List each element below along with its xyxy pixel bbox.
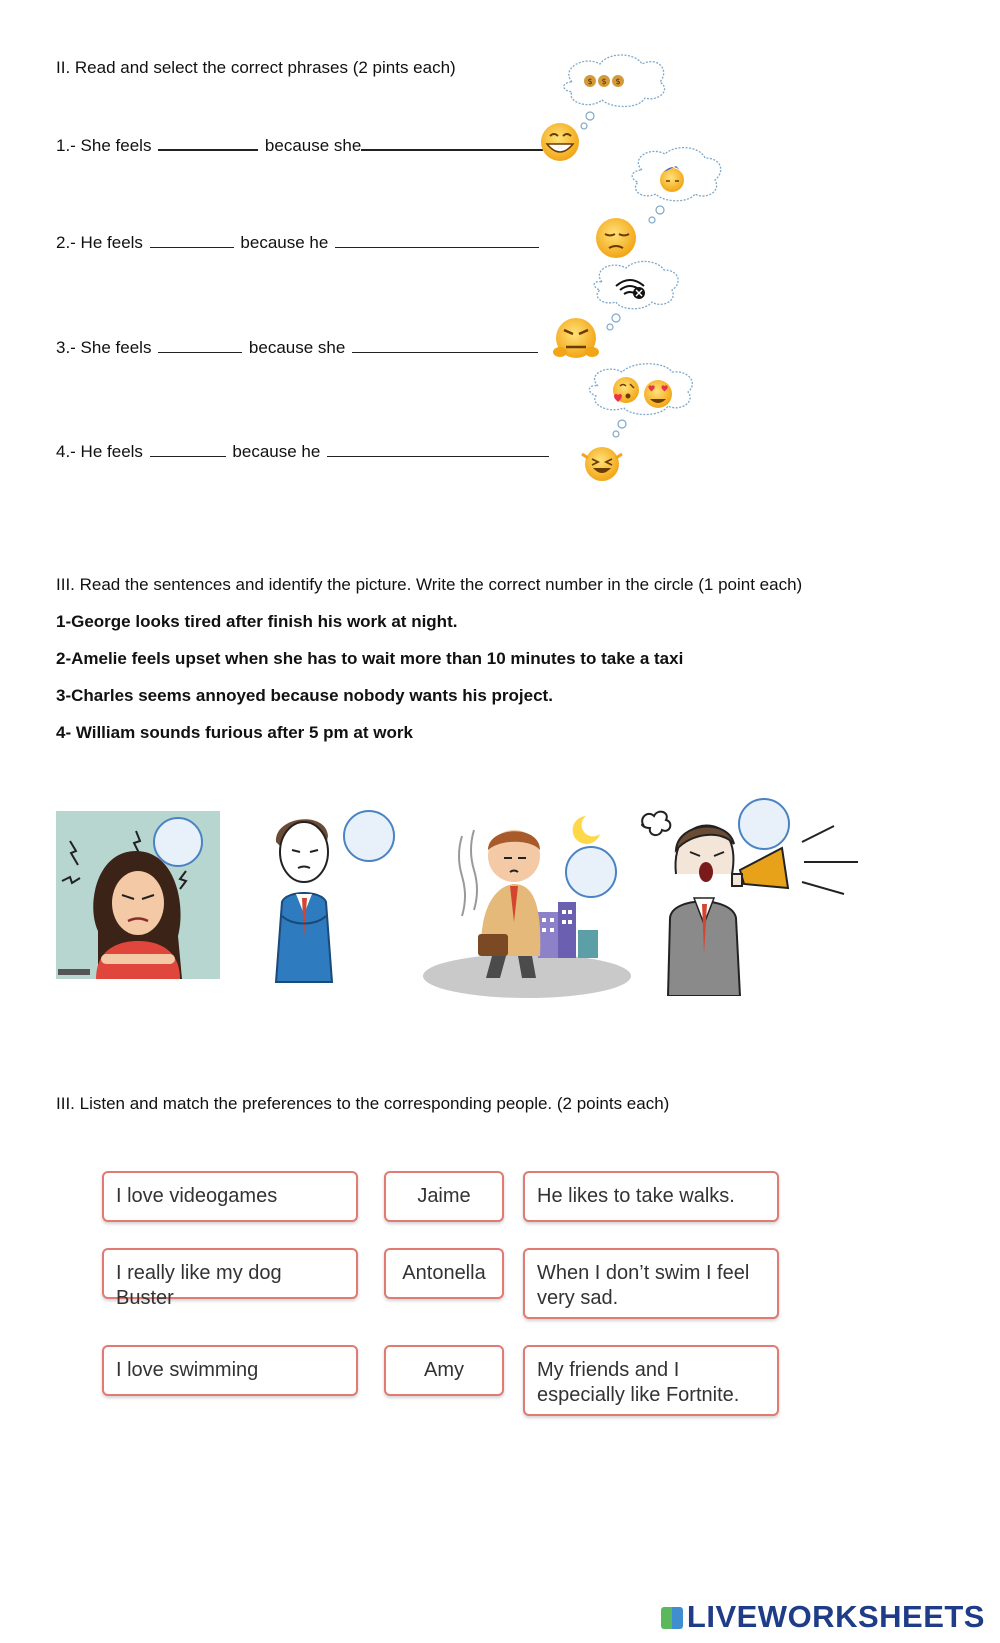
person-card-amy[interactable]	[384, 1345, 504, 1396]
description-card-3[interactable]	[523, 1345, 779, 1416]
laughing-face-icon	[582, 447, 622, 481]
sentence-row-3	[56, 338, 540, 358]
money-bags-icon	[584, 75, 624, 87]
row3-because: because she	[248, 338, 346, 357]
preference-card-2[interactable]	[102, 1248, 358, 1309]
logo-mark-icon	[661, 1607, 683, 1629]
svg-text:$: $	[601, 77, 607, 86]
row1-because: because she	[264, 136, 362, 155]
logo-text: LIVEWORKSHEETS	[686, 1599, 985, 1634]
description-card-1[interactable]	[523, 1171, 779, 1222]
section4-title: III. Listen and match the preferences to the corresponding people. (2 points each)	[56, 1094, 670, 1113]
answer-circle-4[interactable]	[738, 798, 790, 850]
thought-cloud-4	[589, 364, 692, 437]
description-3-line-1: My friends and I	[537, 1359, 680, 1381]
row2-start: 2.- He feels	[56, 233, 143, 252]
preference-card-1[interactable]	[102, 1171, 358, 1222]
section2-title: II. Read and select the correct phrases (2 pints each)	[56, 58, 456, 77]
feeling-blank-1[interactable]	[158, 149, 258, 151]
person-card-antonella[interactable]	[384, 1248, 504, 1299]
description-3-line-2: especially like Fortnite.	[537, 1384, 740, 1406]
row2-because: because he	[240, 233, 329, 252]
picture-sentence-1: 1-George looks tired after finish his work at night.	[56, 612, 458, 631]
preference-card-3[interactable]	[102, 1345, 358, 1396]
row3-start: 3.- She feels	[56, 338, 152, 357]
row1-start: 1.- She feels	[56, 136, 152, 155]
answer-circle-2[interactable]	[343, 810, 395, 862]
reason-blank-2[interactable]	[335, 247, 539, 248]
reason-blank-3[interactable]	[352, 352, 538, 353]
pensive-face-icon	[596, 218, 636, 258]
preference-text-2: I really like my dog Buster	[116, 1262, 282, 1309]
sentence-row-1	[56, 136, 550, 156]
person-name-3: Amy	[424, 1359, 464, 1381]
feeling-blank-4[interactable]	[150, 456, 226, 457]
description-1-line-1: He likes to take walks.	[537, 1185, 735, 1207]
description-2-line-2: very sad.	[537, 1287, 619, 1309]
description-card-2[interactable]	[523, 1248, 779, 1319]
sentence-row-2	[56, 233, 541, 253]
kissing-face-icon	[613, 377, 639, 403]
grinning-face-icon	[541, 123, 579, 161]
description-2-line-1: When I don’t swim I feel	[537, 1262, 750, 1284]
reason-blank-1[interactable]	[361, 149, 543, 151]
annoyed-man-picture	[266, 806, 350, 986]
tired-man-picture	[422, 806, 632, 1002]
picture-sentence-4: 4- William sounds furious after 5 pm at work	[56, 723, 413, 742]
person-card-jaime[interactable]	[384, 1171, 504, 1222]
person-name-2: Antonella	[402, 1262, 486, 1284]
preference-text-3: I love swimming	[116, 1359, 259, 1381]
answer-circle-1[interactable]	[153, 817, 203, 867]
reason-blank-4[interactable]	[327, 456, 549, 457]
preference-text-1: I love videogames	[116, 1185, 278, 1207]
thought-cloud-1	[564, 55, 665, 129]
liveworksheets-logo[interactable]	[661, 1599, 985, 1635]
emoji-thoughts-illustration	[530, 50, 740, 490]
picture-sentence-3: 3-Charles seems annoyed because nobody wants his project.	[56, 686, 553, 705]
row4-start: 4.- He feels	[56, 442, 143, 461]
angry-face-icon	[553, 318, 599, 358]
person-name-1: Jaime	[417, 1185, 471, 1207]
section3-title: III. Read the sentences and identify the picture. Write the correct number in the circle (1 point each)	[56, 575, 803, 594]
row4-because: because he	[232, 442, 321, 461]
heart-eyes-icon	[644, 380, 672, 408]
answer-circle-3[interactable]	[565, 846, 617, 898]
sentence-row-4	[56, 442, 551, 462]
svg-text:$: $	[615, 77, 621, 86]
feeling-blank-3[interactable]	[158, 352, 242, 353]
svg-text:$: $	[587, 77, 593, 86]
feeling-blank-2[interactable]	[150, 247, 234, 248]
picture-sentence-2: 2-Amelie feels upset when she has to wait more than 10 minutes to take a taxi	[56, 649, 684, 668]
